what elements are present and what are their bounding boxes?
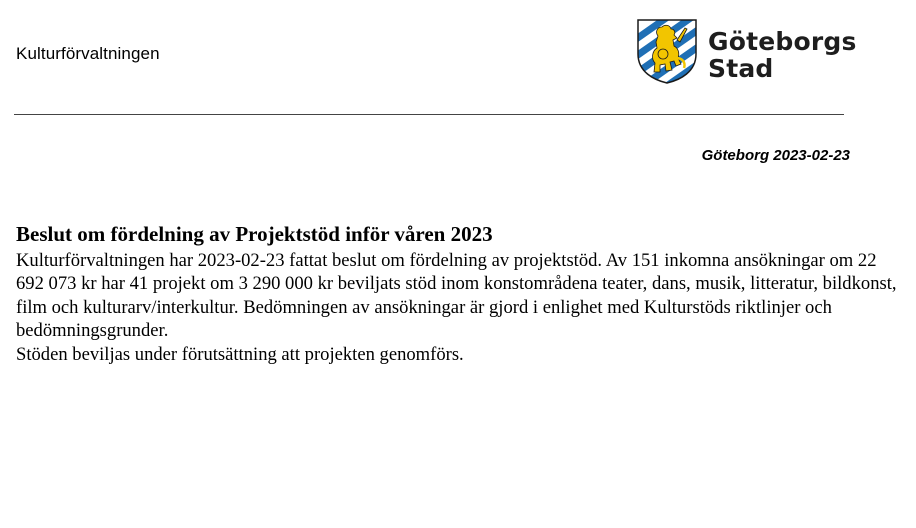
document-body: [16, 249, 906, 366]
document-date: Göteborg 2023-02-23: [701, 147, 850, 164]
logo-wordmark-line2: Stad: [708, 54, 774, 83]
document-title: Beslut om fördelning av Projektstöd inför våren 2023: [16, 222, 493, 246]
header-divider: [14, 114, 844, 115]
logo-wordmark-line1: Göteborgs: [708, 27, 857, 56]
body-paragraph-condition: Stöden beviljas under förutsättning att projekten genomförs.: [16, 343, 464, 365]
logo-wordmark: [708, 28, 857, 82]
department-name: Kulturförvaltningen: [16, 44, 160, 63]
city-coat-of-arms-icon: [636, 18, 698, 84]
goteborgs-stad-logo: [636, 18, 857, 84]
body-paragraph-decision: Kulturförvaltningen har 2023-02-23 fattat beslut om fördelning av projektstöd. Av 151 inkomna ansökningar om 22 692 073 kr har 41 projekt om 3 290 000 kr beviljats stöd inom konstområdena teater, dans, musik, litteratur, bildkonst, film och kulturarv/interkultur. Bedömningen av ansökningar är gjord i enlighet med Kulturstöds riktlinjer och bedömningsgrunder.: [16, 250, 897, 342]
